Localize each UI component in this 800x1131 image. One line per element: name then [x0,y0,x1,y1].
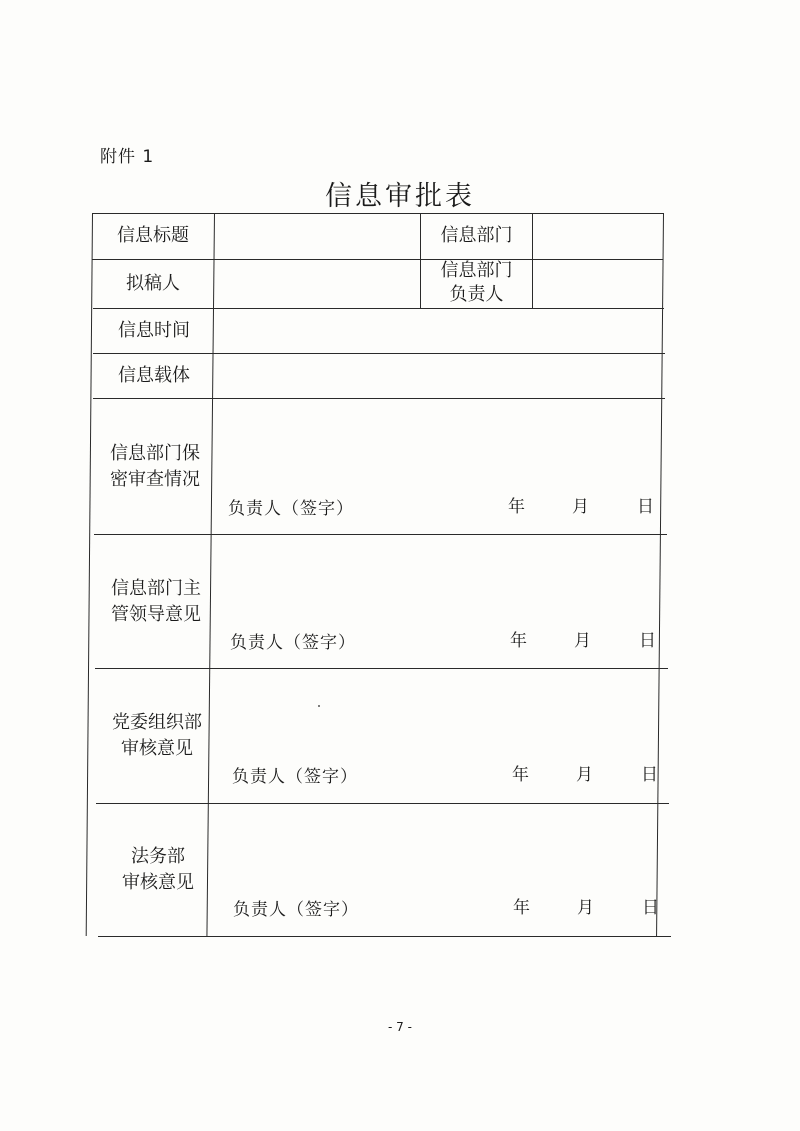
review-label-line2: 审核意见 [121,738,193,759]
info-time-label: 信息时间 [118,320,190,341]
drafter-label: 拟稿人 [126,273,180,294]
dept-head-label [421,258,532,308]
review-label-party-org [96,669,218,803]
month-label: 月 [576,765,593,785]
review-label-line2: 管领导意见 [111,603,201,625]
review-label-line2: 密审查情况 [110,468,200,490]
review-label-dept-leader [95,535,217,668]
year-label: 年 [510,631,527,651]
info-carrier-value[interactable] [216,354,664,398]
month-label: 月 [572,497,589,517]
month-label: 月 [577,898,594,918]
table-border-left [86,213,93,936]
info-title-value[interactable] [215,213,420,259]
year-label: 年 [513,898,530,918]
dept-head-label-line2: 负责人 [449,284,504,305]
review-label-line1: 信息部门主 [111,577,201,599]
attachment-label: 附件 1 [100,147,155,167]
day-label: 日 [639,631,656,651]
signer-label: 负责人（签字） [230,633,356,653]
scan-speck [318,705,320,707]
review-label-legal [97,804,219,936]
page-number: - 7 - [388,1020,412,1034]
day-label: 日 [642,898,659,918]
signer-label: 负责人（签字） [228,499,354,519]
signer-label: 负责人（签字） [232,767,358,787]
dept-head-label-line1: 信息部门 [440,260,513,281]
day-label: 日 [641,765,658,785]
month-label: 月 [574,631,591,651]
info-carrier-label: 信息载体 [118,365,190,386]
dept-head-value[interactable] [533,260,663,308]
drafter-value[interactable] [215,260,420,308]
review-label-secrecy [94,399,216,534]
info-time-value[interactable] [216,309,664,353]
table-border-bottom [98,936,671,937]
info-title-label: 信息标题 [117,225,189,246]
review-label-line1: 党委组织部 [112,712,202,733]
review-label-line1: 法务部 [131,846,185,867]
year-label: 年 [508,497,525,517]
review-label-line1: 信息部门保 [110,442,200,464]
year-label: 年 [512,765,529,785]
info-dept-value[interactable] [533,213,663,259]
info-dept-label: 信息部门 [440,225,513,246]
review-label-line2: 审核意见 [122,872,194,893]
day-label: 日 [637,497,654,517]
form-title: 信息审批表 [325,181,475,212]
signer-label: 负责人（签字） [233,900,359,920]
